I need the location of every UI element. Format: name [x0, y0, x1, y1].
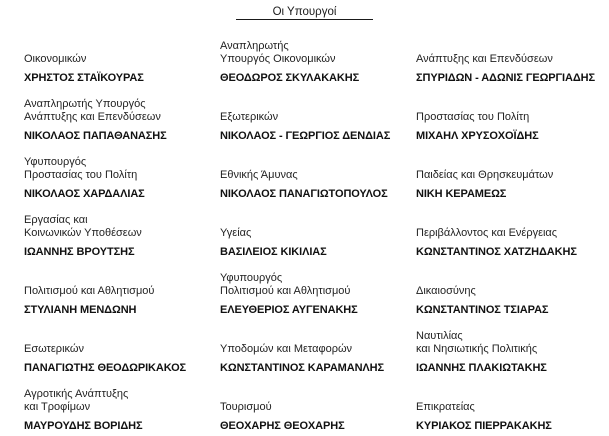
minister-name: ΜΑΥΡΟΥΔΗΣ ΒΟΡΙΔΗΣ — [24, 420, 143, 432]
minister-entry — [220, 260, 415, 317]
minister-entry — [220, 28, 415, 85]
ministry-label: Εργασίας και Κοινωνικών Υποθέσεων — [24, 214, 142, 239]
minister-name: ΚΩΝΣΤΑΝΤΙΝΟΣ ΧΑΤΖΗΔΑΚΗΣ — [416, 246, 577, 258]
minister-entry — [220, 318, 415, 375]
minister-name: ΘΕΟΔΩΡΟΣ ΣΚΥΛΑΚΑΚΗΣ — [220, 72, 360, 84]
minister-entry — [416, 86, 609, 143]
minister-name: ΝΙΚΟΛΑΟΣ - ΓΕΩΡΓΙΟΣ ΔΕΝΔΙΑΣ — [220, 130, 391, 142]
ministry-label: Ανάπτυξης και Επενδύσεων — [416, 53, 553, 65]
minister-entry — [220, 86, 415, 143]
ministry-label: Εσωτερικών — [24, 343, 84, 355]
ministers-column-1 — [24, 28, 219, 436]
minister-entry — [416, 28, 609, 85]
minister-name: ΝΙΚΟΛΑΟΣ ΠΑΠΑΘΑΝΑΣΗΣ — [24, 130, 167, 142]
minister-name: ΙΩΑΝΝΗΣ ΒΡΟΥΤΣΗΣ — [24, 246, 135, 258]
ministry-label: Προστασίας του Πολίτη — [416, 111, 530, 123]
ministry-label: Πολιτισμού και Αθλητισμού — [24, 285, 155, 297]
minister-entry — [24, 202, 219, 259]
ministers-column-3 — [416, 28, 609, 436]
page-header — [0, 6, 609, 20]
minister-name: ΜΙΧΑΗΛ ΧΡΥΣΟΧΟΪΔΗΣ — [416, 130, 539, 142]
ministers-column-2 — [220, 28, 415, 436]
minister-entry — [416, 260, 609, 317]
ministry-label: Αγροτικής Ανάπτυξης και Τροφίμων — [24, 388, 129, 413]
ministry-label: Υγείας — [220, 227, 252, 239]
minister-entry — [24, 28, 219, 85]
minister-name: ΚΩΝΣΤΑΝΤΙΝΟΣ ΤΣΙΑΡΑΣ — [416, 304, 549, 316]
ministry-label: Ναυτιλίας και Νησιωτικής Πολιτικής — [416, 330, 538, 355]
ministry-label: Εθνικής Άμυνας — [220, 169, 298, 181]
ministry-label: Υφυπουργός Πολιτισμού και Αθλητισμού — [220, 272, 351, 297]
minister-name: ΝΙΚΟΛΑΟΣ ΧΑΡΔΑΛΙΑΣ — [24, 188, 145, 200]
minister-entry — [416, 318, 609, 375]
minister-name: ΝΙΚΗ ΚΕΡΑΜΕΩΣ — [416, 188, 507, 200]
ministry-label: Τουρισμού — [220, 401, 272, 413]
minister-name: ΘΕΟΧΑΡΗΣ ΘΕΟΧΑΡΗΣ — [220, 420, 345, 432]
minister-name: ΠΑΝΑΓΙΩΤΗΣ ΘΕΟΔΩΡΙΚΑΚΟΣ — [24, 362, 187, 374]
minister-name: ΧΡΗΣΤΟΣ ΣΤΑΪΚΟΥΡΑΣ — [24, 72, 144, 84]
ministry-label: Παιδείας και Θρησκευμάτων — [416, 169, 554, 181]
ministry-label: Οικονομικών — [24, 53, 87, 65]
title-underline — [236, 19, 373, 20]
minister-name: ΙΩΑΝΝΗΣ ΠΛΑΚΙΩΤΑΚΗΣ — [416, 362, 547, 374]
minister-name: ΣΤΥΛΙΑΝΗ ΜΕΝΔΩΝΗ — [24, 304, 137, 316]
ministry-label: Επικρατείας — [416, 401, 475, 413]
minister-name: ΣΠΥΡΙΔΩΝ - ΑΔΩΝΙΣ ΓΕΩΡΓΙΑΔΗΣ — [416, 72, 596, 84]
ministers-grid — [24, 28, 609, 436]
ministry-label: Υποδομών και Μεταφορών — [220, 343, 353, 355]
ministry-label: Υφυπουργός Προστασίας του Πολίτη — [24, 156, 138, 181]
minister-entry — [220, 144, 415, 201]
minister-entry — [24, 318, 219, 375]
ministry-label: Αναπληρωτής Υπουργός Οικονομικών — [220, 40, 336, 65]
minister-name: ΕΛΕΥΘΕΡΙΟΣ ΑΥΓΕΝΑΚΗΣ — [220, 304, 358, 316]
minister-entry — [24, 144, 219, 201]
ministry-label: Εξωτερικών — [220, 111, 279, 123]
minister-entry — [416, 144, 609, 201]
minister-entry — [416, 202, 609, 259]
ministry-label: Περιβάλλοντος και Ενέργειας — [416, 227, 558, 239]
minister-entry — [416, 376, 609, 433]
minister-entry — [24, 376, 219, 433]
ministry-label: Δικαιοσύνης — [416, 285, 476, 297]
minister-name: ΚΥΡΙΑΚΟΣ ΠΙΕΡΡΑΚΑΚΗΣ — [416, 420, 552, 432]
ministry-label: Αναπληρωτής Υπουργός Ανάπτυξης και Επενδύσεων — [24, 98, 161, 123]
minister-entry — [24, 260, 219, 317]
minister-entry — [24, 86, 219, 143]
minister-entry — [220, 376, 415, 433]
page-title: Οι Υπουργοί — [272, 6, 337, 18]
minister-name: ΒΑΣΙΛΕΙΟΣ ΚΙΚΙΛΙΑΣ — [220, 246, 327, 258]
minister-name: ΚΩΝΣΤΑΝΤΙΝΟΣ ΚΑΡΑΜΑΝΛΗΣ — [220, 362, 385, 374]
minister-entry — [220, 202, 415, 259]
minister-name: ΝΙΚΟΛΑΟΣ ΠΑΝΑΓΙΩΤΟΠΟΥΛΟΣ — [220, 188, 388, 200]
